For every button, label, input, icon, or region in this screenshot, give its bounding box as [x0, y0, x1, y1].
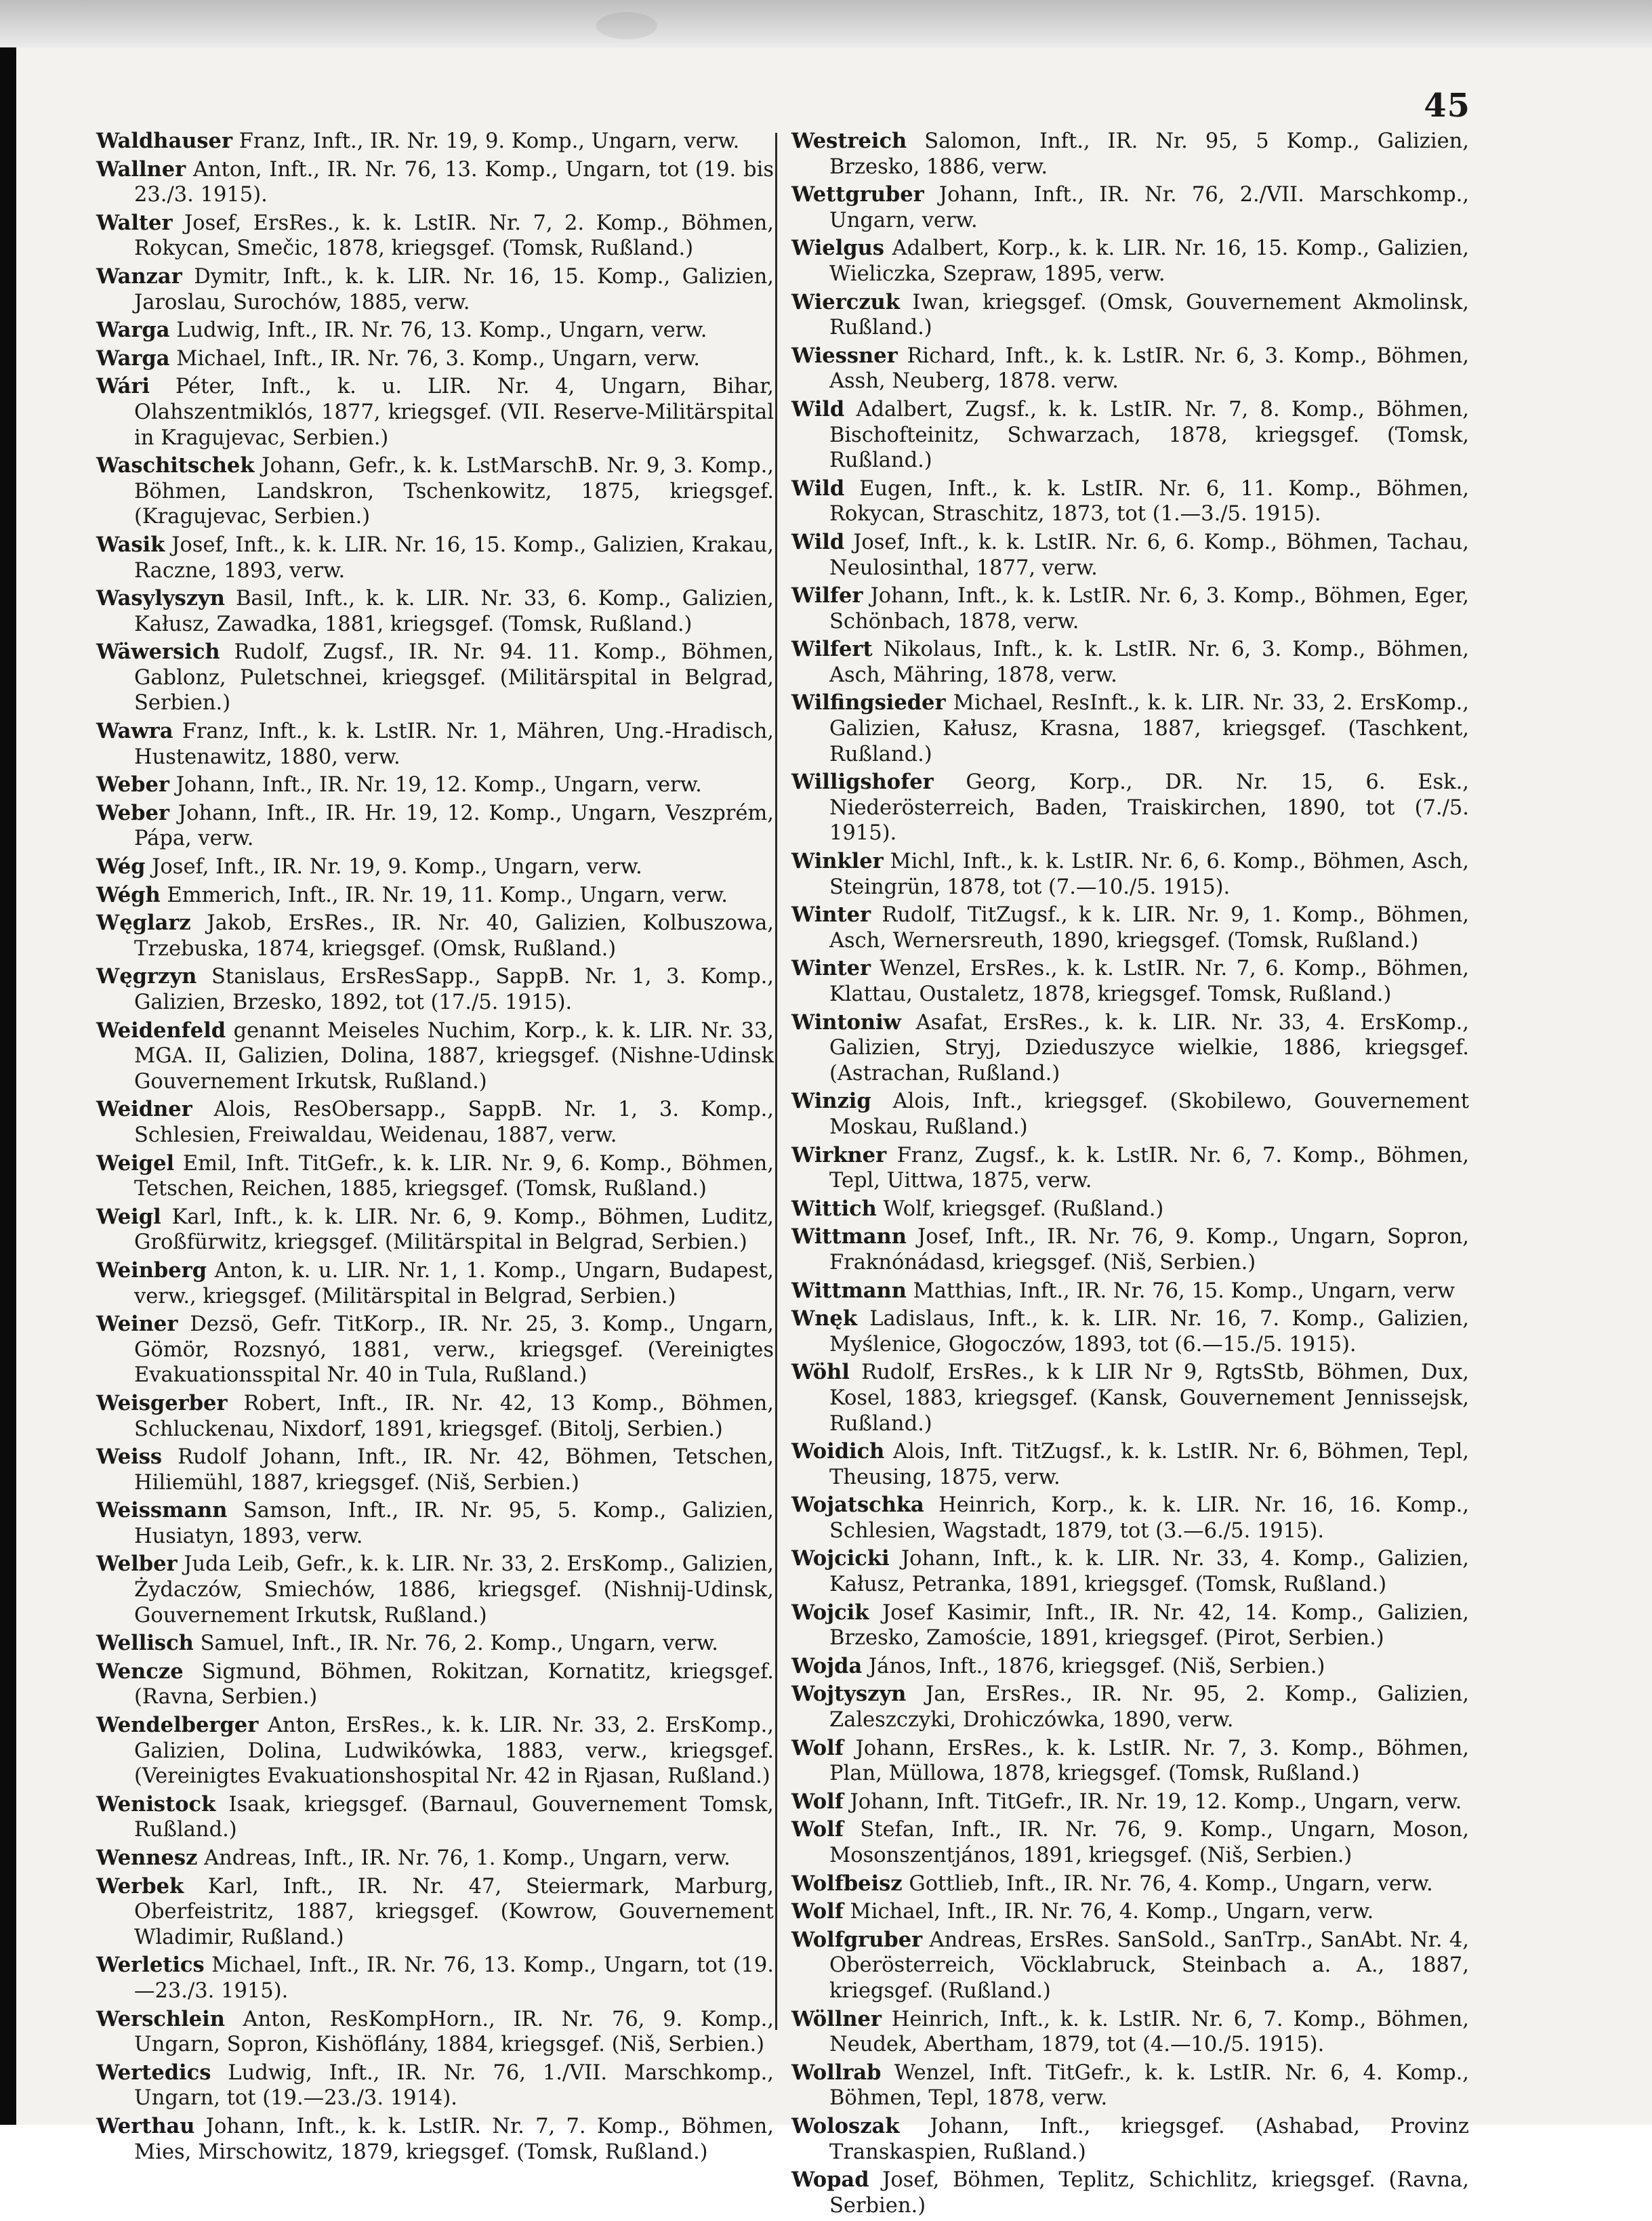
entry-details: Ladislaus, Inft., k. k. LIR. Nr. 16, 7. Komp., Galizien, Myślenice, Głogoczów, 1893, tot (6.—15./5. 1915). — [829, 1307, 1469, 1356]
entry-surname: Wierczuk — [791, 289, 900, 314]
register-entry — [791, 1928, 1469, 2004]
entry-details: Josef, Inft., k. k. LIR. Nr. 16, 15. Komp., Galizien, Krakau, Raczne, 1893, verw. — [134, 533, 774, 583]
entry-details: Michl, Inft., k. k. LstIR. Nr. 6, 6. Komp., Böhmen, Asch, Steingrün, 1878, tot (7.—10./5. 1915). — [829, 850, 1470, 899]
entry-surname: Wenistock — [96, 1791, 216, 1817]
entry-surname: Werbek — [96, 1873, 184, 1898]
register-entry — [791, 290, 1469, 341]
register-entry — [791, 770, 1469, 846]
register-entry — [96, 1312, 774, 1388]
scan-smudge — [596, 12, 657, 39]
register-entry — [96, 1498, 774, 1549]
entry-details: Michael, Inft., IR. Nr. 76, 13. Komp., Ungarn, tot (19.—23./3. 1915). — [134, 1953, 774, 2003]
register-entry — [791, 583, 1469, 634]
entry-surname: Werletics — [96, 1953, 205, 1978]
entry-surname: Weissmann — [96, 1498, 228, 1523]
register-entry — [791, 1306, 1469, 1357]
right-column — [791, 129, 1469, 2221]
register-entry — [96, 2060, 774, 2111]
entry-details: Salomon, Inft., IR. Nr. 95, 5 Komp., Galizien, Brzesko, 1886, verw. — [829, 129, 1469, 179]
entry-details: Josef Kasimir, Inft., IR. Nr. 42, 14. Komp., Galizien, Brzesko, Zamoście, 1891, kriegsgef. (Pirot, Serbien.) — [829, 1600, 1469, 1651]
entry-details: Rudolf Johann, Inft., IR. Nr. 42, Böhmen, Tetschen, Hiliemühl, 1887, kriegsgef. (Niš, Serbien.) — [134, 1445, 774, 1495]
entry-surname: Wendelberger — [96, 1713, 259, 1738]
entry-surname: Wojcik — [791, 1600, 869, 1625]
register-entry — [791, 397, 1469, 474]
register-entry — [791, 2114, 1469, 2165]
entry-details: Rudolf, Zugsf., IR. Nr. 94. 11. Komp., Böhmen, Gablonz, Puletschnei, kriegsgef. (Militärspital in Belgrad, Serbien.) — [134, 640, 774, 715]
entry-details: Anton, Inft., IR. Nr. 76, 13. Komp., Ungarn, tot (19. bis 23./3. 1915). — [134, 157, 774, 207]
entry-surname: Wittich — [791, 1196, 877, 1221]
entry-surname: Waldhauser — [96, 129, 233, 153]
entry-details: Asafat, ErsRes., k. k. LIR. Nr. 33, 4. ErsKomp., Galizien, Stryj, Dzieduszyce wielkie, 1886, kriegsgef. (Astrachan, Rußland.) — [829, 1010, 1469, 1085]
register-entry — [96, 1631, 774, 1657]
register-entry — [96, 264, 774, 315]
entry-details: Michael, Inft., IR. Nr. 76, 4. Komp., Ungarn, verw. — [850, 1900, 1374, 1924]
entry-surname: Wasik — [96, 532, 165, 557]
entry-surname: Wallner — [96, 157, 186, 182]
entry-details: Johann, Inft., kriegsgef. (Ashabad, Provinz Transkaspien, Rußland.) — [829, 2114, 1469, 2164]
register-entry — [791, 236, 1469, 287]
entry-surname: Wilfingsieder — [791, 690, 946, 715]
entry-details: Rudolf, ErsRes., k k LIR Nr 9, RgtsStb, Böhmen, Dux, Kosel, 1883, kriegsgef. (Kansk, Gouvernement Jennissejsk, Rußland.) — [829, 1361, 1469, 1436]
entry-surname: Weidner — [96, 1097, 192, 1122]
register-entry — [791, 1817, 1469, 1868]
entry-surname: Wolf — [791, 1735, 844, 1760]
entry-surname: Weigl — [96, 1204, 161, 1229]
register-entry — [96, 1552, 774, 1628]
register-entry — [791, 1871, 1469, 1897]
entry-surname: Wégh — [96, 882, 161, 907]
entry-details: Robert, Inft., IR. Nr. 42, 13 Komp., Böhmen, Schluckenau, Nixdorf, 1891, kriegsgef. (Bitolj, Serbien.) — [134, 1391, 774, 1441]
register-entry — [791, 902, 1469, 953]
entry-details: Péter, Inft., k. u. LIR. Nr. 4, Ungarn, Bihar, Olahszentmiklós, 1877, kriegsgef. (VII. Reserve-Militärspital in Kragujevac, Serbien.) — [134, 375, 774, 450]
entry-details: Ludwig, Inft., IR. Nr. 76, 1./VII. Marschkomp., Ungarn, tot (19.—23./3. 1914). — [134, 2060, 774, 2111]
entry-surname: Wolfbeisz — [791, 1871, 903, 1896]
register-entry — [96, 157, 774, 208]
entry-surname: Węglarz — [96, 911, 191, 936]
entry-surname: Wojtyszyn — [791, 1682, 907, 1707]
entry-details: Josef, Inft., IR. Nr. 76, 9. Komp., Ungarn, Sopron, Fraknónádasd, kriegsgef. (Niš, Serbien.) — [829, 1225, 1470, 1274]
entry-surname: Weidenfeld — [96, 1018, 226, 1043]
register-entry — [791, 530, 1469, 581]
register-entry — [791, 1654, 1469, 1680]
entry-surname: Weber — [96, 800, 169, 825]
register-entry — [96, 211, 774, 262]
register-entry — [96, 1391, 774, 1442]
entry-details: Andreas, Inft., IR. Nr. 76, 1. Komp., Ungarn, verw. — [204, 1846, 730, 1870]
register-entry — [96, 1659, 774, 1710]
entry-surname: Wilfer — [791, 583, 863, 608]
entry-surname: Wäwersich — [96, 640, 220, 665]
entry-surname: Weiss — [96, 1445, 163, 1470]
register-entry — [791, 1789, 1469, 1815]
column-divider — [775, 133, 777, 2030]
entry-details: Michael, ResInft., k. k. LIR. Nr. 33, 2. ErsKomp., Galizien, Kałusz, Krasna, 1887, kriegsgef. (Taschkent, Rußland.) — [829, 691, 1469, 766]
register-entry — [791, 1197, 1469, 1222]
register-entry — [791, 1439, 1469, 1490]
entry-details: Isaak, kriegsgef. (Barnaul, Gouvernement Tomsk, Rußland.) — [134, 1792, 775, 1842]
entry-details: Heinrich, Korp., k. k. LIR. Nr. 16, 16. Komp., Schlesien, Wagstadt, 1879, tot (3.—6./5. 1915). — [829, 1493, 1469, 1543]
register-entry — [96, 801, 774, 852]
entry-surname: Winter — [791, 956, 871, 981]
entry-surname: Wennesz — [96, 1846, 198, 1870]
entry-details: Alois, ResObersapp., SappB. Nr. 1, 3. Komp., Schlesien, Freiwaldau, Weidenau, 1887, verw. — [134, 1098, 774, 1147]
entry-details: Josef, Böhmen, Teplitz, Schichlitz, kriegsgef. (Ravna, Serbien.) — [829, 2168, 1469, 2218]
entry-details: Jakob, ErsRes., IR. Nr. 40, Galizien, Kolbuszowa, Trzebuska, 1874, kriegsgef. (Omsk, Rußland.) — [134, 911, 774, 961]
register-entry — [96, 1792, 774, 1843]
left-column — [96, 129, 774, 2167]
entry-details: Juda Leib, Gefr., k. k. LIR. Nr. 33, 2. ErsKomp., Galizien, Żydaczów, Smiechów, 1886, kriegsgef. (Nishnij-Udinsk, Gouvernement Irkutsk, Rußland.) — [134, 1552, 774, 1627]
entry-details: Franz, Zugsf., k. k. LstIR. Nr. 6, 7. Komp., Böhmen, Tepl, Uittwa, 1875, verw. — [829, 1143, 1469, 1193]
register-entry — [791, 2167, 1469, 2218]
register-entry — [791, 1279, 1469, 1304]
entry-details: Johann, Inft., IR. Hr. 19, 12. Komp., Ungarn, Veszprém, Pápa, verw. — [134, 801, 774, 851]
register-entry — [96, 374, 774, 451]
entry-surname: Westreich — [791, 129, 907, 153]
register-entry — [96, 1018, 774, 1095]
entry-details: Johann, Inft., k. k. LIR. Nr. 33, 4. Komp., Galizien, Kałusz, Petranka, 1891, kriegsgef. (Tomsk, Rußland.) — [829, 1547, 1469, 1597]
entry-details: János, Inft., 1876, kriegsgef. (Niš, Serbien.) — [868, 1654, 1325, 1678]
entry-surname: Weisgerber — [96, 1390, 228, 1415]
register-entry — [791, 956, 1469, 1007]
register-entry — [96, 2007, 774, 2058]
register-entry — [791, 1360, 1469, 1436]
entry-details: Adalbert, Zugsf., k. k. LstIR. Nr. 7, 8. Komp., Böhmen, Bischofteinitz, Schwarzach, 1878, kriegsgef. (Tomsk, Rußland.) — [829, 397, 1469, 473]
entry-details: Dezsö, Gefr. TitKorp., IR. Nr. 25, 3. Komp., Ungarn, Gömör, Rozsnyó, 1881, verw., kriegsgef. (Vereinigtes Evakuationsspital Nr. 40 in Tula, Rußland.) — [134, 1312, 774, 1388]
entry-surname: Wolf — [791, 1899, 844, 1924]
register-entry — [96, 1713, 774, 1789]
entry-details: Johann, Inft., IR. Nr. 19, 12. Komp., Ungarn, verw. — [175, 773, 702, 797]
entry-details: Johann, Inft., IR. Nr. 76, 2./VII. Marschkomp., Ungarn, verw. — [829, 183, 1469, 232]
entry-details: Emmerich, Inft., IR. Nr. 19, 11. Komp., Ungarn, verw. — [167, 883, 728, 907]
register-entry — [96, 533, 774, 583]
entry-details: Georg, Korp., DR. Nr. 15, 6. Esk., Niederösterreich, Baden, Traiskirchen, 1890, tot (7./5. 1915). — [829, 770, 1469, 846]
entry-surname: Węgrzyn — [96, 964, 197, 989]
register-entry — [96, 2114, 774, 2165]
entry-details: Alois, Inft., kriegsgef. (Skobilewo, Gouvernement Moskau, Rußland.) — [829, 1089, 1469, 1139]
entry-surname: Wnęk — [791, 1306, 857, 1331]
entry-details: Josef, Inft., IR. Nr. 19, 9. Komp., Ungarn, verw. — [152, 855, 642, 879]
entry-details: Gottlieb, Inft., IR. Nr. 76, 4. Komp., Ungarn, verw. — [909, 1871, 1433, 1896]
entry-surname: Wolf — [791, 1789, 844, 1814]
entry-surname: Wojatschka — [791, 1493, 924, 1518]
scan-top-edge — [0, 0, 1652, 47]
entry-surname: Woloszak — [791, 2113, 900, 2138]
entry-surname: Wittmann — [791, 1224, 907, 1249]
entry-details: Franz, Inft., IR. Nr. 19, 9. Komp., Ungarn, verw. — [239, 129, 740, 153]
entry-details: Samuel, Inft., IR. Nr. 76, 2. Komp., Ungarn, verw. — [200, 1632, 718, 1656]
entry-surname: Werthau — [96, 2113, 195, 2138]
entry-details: Michael, Inft., IR. Nr. 76, 3. Komp., Ungarn, verw. — [176, 346, 700, 371]
entry-surname: Winter — [791, 902, 871, 928]
register-entry — [791, 2060, 1469, 2111]
entry-details: Emil, Inft. TitGefr., k. k. LIR. Nr. 9, 6. Komp., Böhmen, Tetschen, Reichen, 1885, kriegsgef. (Tomsk, Rußland.) — [134, 1151, 774, 1201]
page-number: 45 — [1424, 87, 1470, 125]
entry-surname: Wanzar — [96, 264, 182, 289]
register-entry — [96, 854, 774, 880]
entry-surname: Wollrab — [791, 2060, 882, 2085]
entry-surname: Wertedics — [96, 2060, 211, 2085]
entry-surname: Wirkner — [791, 1142, 887, 1167]
register-entry — [96, 964, 774, 1015]
entry-details: Stanislaus, ErsResSapp., SappB. Nr. 1, 3. Komp., Galizien, Brzesko, 1892, tot (17./5. 1915). — [134, 965, 775, 1014]
entry-surname: Warga — [96, 346, 170, 371]
entry-surname: Wöhl — [791, 1360, 850, 1385]
register-entry — [96, 586, 774, 637]
register-entry — [96, 1953, 774, 2004]
entry-surname: Wild — [791, 529, 845, 554]
entry-surname: Wöllner — [791, 2006, 882, 2031]
entry-surname: Waschitschek — [96, 453, 255, 478]
register-entry — [791, 1736, 1469, 1787]
entry-surname: Wencze — [96, 1659, 184, 1684]
entry-details: Anton, ErsRes., k. k. LIR. Nr. 33, 2. ErsKomp., Galizien, Dolina, Ludwikówka, 1883, verw., kriegsgef. (Vereinigtes Evakuationshospital Nr. 42 in Rjasan, Rußland.) — [134, 1714, 775, 1789]
entry-details: Anton, ResKompHorn., IR. Nr. 76, 9. Komp., Ungarn, Sopron, Kishöflány, 1884, kriegsgef. (Niš, Serbien.) — [134, 2007, 774, 2057]
entry-surname: Werschlein — [96, 2006, 225, 2031]
entry-surname: Winzig — [791, 1089, 871, 1114]
register-entry — [96, 1205, 774, 1255]
register-entry — [96, 1874, 774, 1951]
entry-surname: Welber — [96, 1552, 178, 1577]
register-entry — [791, 1899, 1469, 1925]
entry-details: Johann, Inft., k. k. LstIR. Nr. 6, 3. Komp., Böhmen, Eger, Schönbach, 1878, verw. — [829, 584, 1469, 634]
entry-details: Wolf, kriegsgef. (Rußland.) — [883, 1197, 1164, 1221]
entry-details: Johann, ErsRes., k. k. LstIR. Nr. 7, 3. Komp., Böhmen, Plan, Müllowa, 1878, kriegsgef. (Tomsk, Rußland.) — [829, 1736, 1469, 1786]
register-entry — [96, 1151, 774, 1202]
entry-surname: Wild — [791, 476, 845, 501]
entry-details: Johann, Gefr., k. k. LstMarschB. Nr. 9, 3. Komp., Böhmen, Landskron, Tschenkowitz, 1875, kriegsgef. (Kragujevac, Serbien.) — [134, 454, 774, 529]
register-entry — [96, 772, 774, 798]
register-entry — [791, 1010, 1469, 1087]
entry-details: Matthias, Inft., IR. Nr. 76, 15. Komp., Ungarn, verw — [913, 1279, 1455, 1303]
entry-surname: Weber — [96, 772, 169, 797]
entry-surname: Weigel — [96, 1150, 175, 1176]
entry-details: Basil, Inft., k. k. LIR. Nr. 33, 6. Komp., Galizien, Kałusz, Zawadka, 1881, kriegsgef. (Tomsk, Rußland.) — [134, 587, 774, 636]
entry-details: Alois, Inft. TitZugsf., k. k. LstIR. Nr. 6, Böhmen, Tepl, Theusing, 1875, verw. — [829, 1440, 1469, 1489]
entry-surname: Weinberg — [96, 1258, 207, 1283]
entry-details: Wenzel, Inft. TitGefr., k. k. LstIR. Nr. 6, 4. Komp., Böhmen, Tepl, 1878, verw. — [829, 2060, 1469, 2111]
entry-details: Josef, ErsRes., k. k. LstIR. Nr. 7, 2. Komp., Böhmen, Rokycan, Smečic, 1878, kriegsgef. (Tomsk, Rußland.) — [134, 211, 774, 261]
register-entry — [791, 1682, 1469, 1732]
entry-surname: Willigshofer — [791, 770, 934, 795]
entry-details: Wenzel, ErsRes., k. k. LstIR. Nr. 7, 6. Komp., Böhmen, Klattau, Oustaletz, 1878, kriegsgef. Tomsk, Rußland.) — [829, 957, 1469, 1006]
register-entry — [791, 344, 1469, 394]
register-entry — [96, 346, 774, 372]
entry-details: Iwan, kriegsgef. (Omsk, Gouvernement Akmolinsk, Rußland.) — [829, 290, 1469, 340]
register-entry — [96, 129, 774, 154]
register-entry — [96, 911, 774, 961]
entry-surname: Weiner — [96, 1312, 178, 1337]
entry-details: Dymitr, Inft., k. k. LIR. Nr. 16, 15. Komp., Galizien, Jaroslau, Surochów, 1885, verw. — [134, 264, 774, 314]
entry-surname: Wielgus — [791, 236, 884, 261]
entry-details: Nikolaus, Inft., k. k. LstIR. Nr. 6, 3. Komp., Böhmen, Asch, Mähring, 1878, verw. — [829, 638, 1469, 687]
entry-details: Josef, Inft., k. k. LstIR. Nr. 6, 6. Komp., Böhmen, Tachau, Neulosinthal, 1877, verw. — [829, 530, 1469, 580]
register-entry — [791, 129, 1469, 180]
entry-surname: Wittmann — [791, 1278, 907, 1303]
register-entry — [96, 1846, 774, 1871]
register-entry — [791, 1224, 1469, 1275]
entry-details: Ludwig, Inft., IR. Nr. 76, 13. Komp., Ungarn, verw. — [176, 318, 707, 343]
entry-surname: Wojcicki — [791, 1546, 890, 1571]
entry-details: Karl, Inft., k. k. LIR. Nr. 6, 9. Komp., Böhmen, Luditz, Großfürwitz, kriegsgef. (Militärspital in Belgrad, Serbien.) — [134, 1205, 774, 1255]
register-entry — [96, 318, 774, 344]
entry-surname: Woidich — [791, 1439, 885, 1464]
register-entry — [791, 1600, 1469, 1651]
entry-surname: Wasylyszyn — [96, 586, 225, 611]
entry-details: Adalbert, Korp., k. k. LIR. Nr. 16, 15. Komp., Galizien, Wieliczka, Szepraw, 1895, verw. — [829, 236, 1469, 286]
entry-details: Andreas, ErsRes. SanSold., SanTrp., SanAbt. Nr. 4, Oberösterreich, Vöcklabruck, Steinbach a. A., 1887, kriegsgef. (Rußland.) — [829, 1928, 1469, 2003]
register-entry — [96, 883, 774, 909]
entry-details: Anton, k. u. LIR. Nr. 1, 1. Komp., Ungarn, Budapest, verw., kriegsgef. (Militärspital in Belgrad, Serbien.) — [134, 1258, 774, 1308]
entry-surname: Wári — [96, 374, 150, 399]
entry-surname: Wilfert — [791, 637, 873, 662]
entry-details: Franz, Inft., k. k. LstIR. Nr. 1, Mähren, Ung.-Hradisch, Hustenawitz, 1880, verw. — [134, 720, 774, 769]
register-entry — [791, 2007, 1469, 2058]
register-entry — [96, 1445, 774, 1495]
entry-details: genannt Meiseles Nuchim, Korp., k. k. LIR. Nr. 33, MGA. II, Galizien, Dolina, 1887, kriegsgef. (Nishne-Udinsk Gouvernement Irkutsk, Rußland.) — [134, 1018, 774, 1094]
entry-details: Eugen, Inft., k. k. LstIR. Nr. 6, 11. Komp., Böhmen, Rokycan, Straschitz, 1873, tot (1.—3./5. 1915). — [829, 476, 1469, 526]
register-entry — [96, 719, 774, 770]
register-entry — [791, 476, 1469, 527]
entry-details: Samson, Inft., IR. Nr. 95, 5. Komp., Galizien, Husiatyn, 1893, verw. — [134, 1499, 775, 1548]
entry-surname: Wolf — [791, 1817, 844, 1842]
entry-surname: Wettgruber — [791, 182, 924, 207]
entry-details: Karl, Inft., IR. Nr. 47, Steiermark, Marburg, Oberfeistritz, 1887, kriegsgef. (Kowrow, Gouvernement Wladimir, Rußland.) — [134, 1874, 774, 1949]
entry-surname: Wild — [791, 396, 845, 421]
register-entry — [791, 1089, 1469, 1140]
register-entry — [791, 1143, 1469, 1194]
entry-details: Johann, Inft. TitGefr., IR. Nr. 19, 12. Komp., Ungarn, verw. — [850, 1789, 1462, 1814]
register-entry — [791, 690, 1469, 767]
entry-details: Richard, Inft., k. k. LstIR. Nr. 6, 3. Komp., Böhmen, Assh, Neuberg, 1878. verw. — [829, 344, 1469, 394]
entry-details: Sigmund, Böhmen, Rokitzan, Kornatitz, kriegsgef. (Ravna, Serbien.) — [134, 1659, 774, 1709]
entry-details: Jan, ErsRes., IR. Nr. 95, 2. Komp., Galizien, Zaleszczyki, Drohiczówka, 1890, verw. — [829, 1682, 1469, 1732]
register-entry — [96, 1097, 774, 1148]
register-entry — [791, 637, 1469, 688]
entry-surname: Winkler — [791, 849, 884, 874]
entry-surname: Wojda — [791, 1653, 863, 1678]
entry-surname: Wopad — [791, 2167, 869, 2193]
entry-details: Johann, Inft., k. k. LstIR. Nr. 7, 7. Komp., Böhmen, Mies, Mirschowitz, 1879, kriegsgef. (Tomsk, Rußland.) — [134, 2114, 774, 2164]
register-entry — [96, 640, 774, 716]
entry-surname: Warga — [96, 318, 170, 343]
entry-surname: Walter — [96, 210, 173, 235]
register-entry — [96, 453, 774, 530]
register-entry — [791, 849, 1469, 900]
entry-details: Heinrich, Inft., k. k. LstIR. Nr. 6, 7. Komp., Böhmen, Neudek, Abertham, 1879, tot (4.—10./5. 1915). — [829, 2007, 1469, 2057]
entry-surname: Wintoniw — [791, 1010, 901, 1035]
entry-surname: Wég — [96, 854, 146, 879]
entry-surname: Wellisch — [96, 1631, 194, 1656]
entry-surname: Wiessner — [791, 343, 898, 368]
register-entry — [791, 1493, 1469, 1543]
register-entry — [791, 182, 1469, 233]
entry-details: Stefan, Inft., IR. Nr. 76, 9. Komp., Ungarn, Moson, Mosonszentjános, 1891, kriegsgef. (Niš, Serbien.) — [829, 1818, 1469, 1867]
entry-details: Rudolf, TitZugsf., k k. LIR. Nr. 9, 1. Komp., Böhmen, Asch, Wernersreuth, 1890, kriegsgef. (Tomsk, Rußland.) — [829, 903, 1470, 953]
entry-surname: Wawra — [96, 719, 173, 744]
entry-surname: Wolfgruber — [791, 1927, 923, 1952]
register-entry — [96, 1258, 774, 1309]
register-entry — [791, 1546, 1469, 1597]
